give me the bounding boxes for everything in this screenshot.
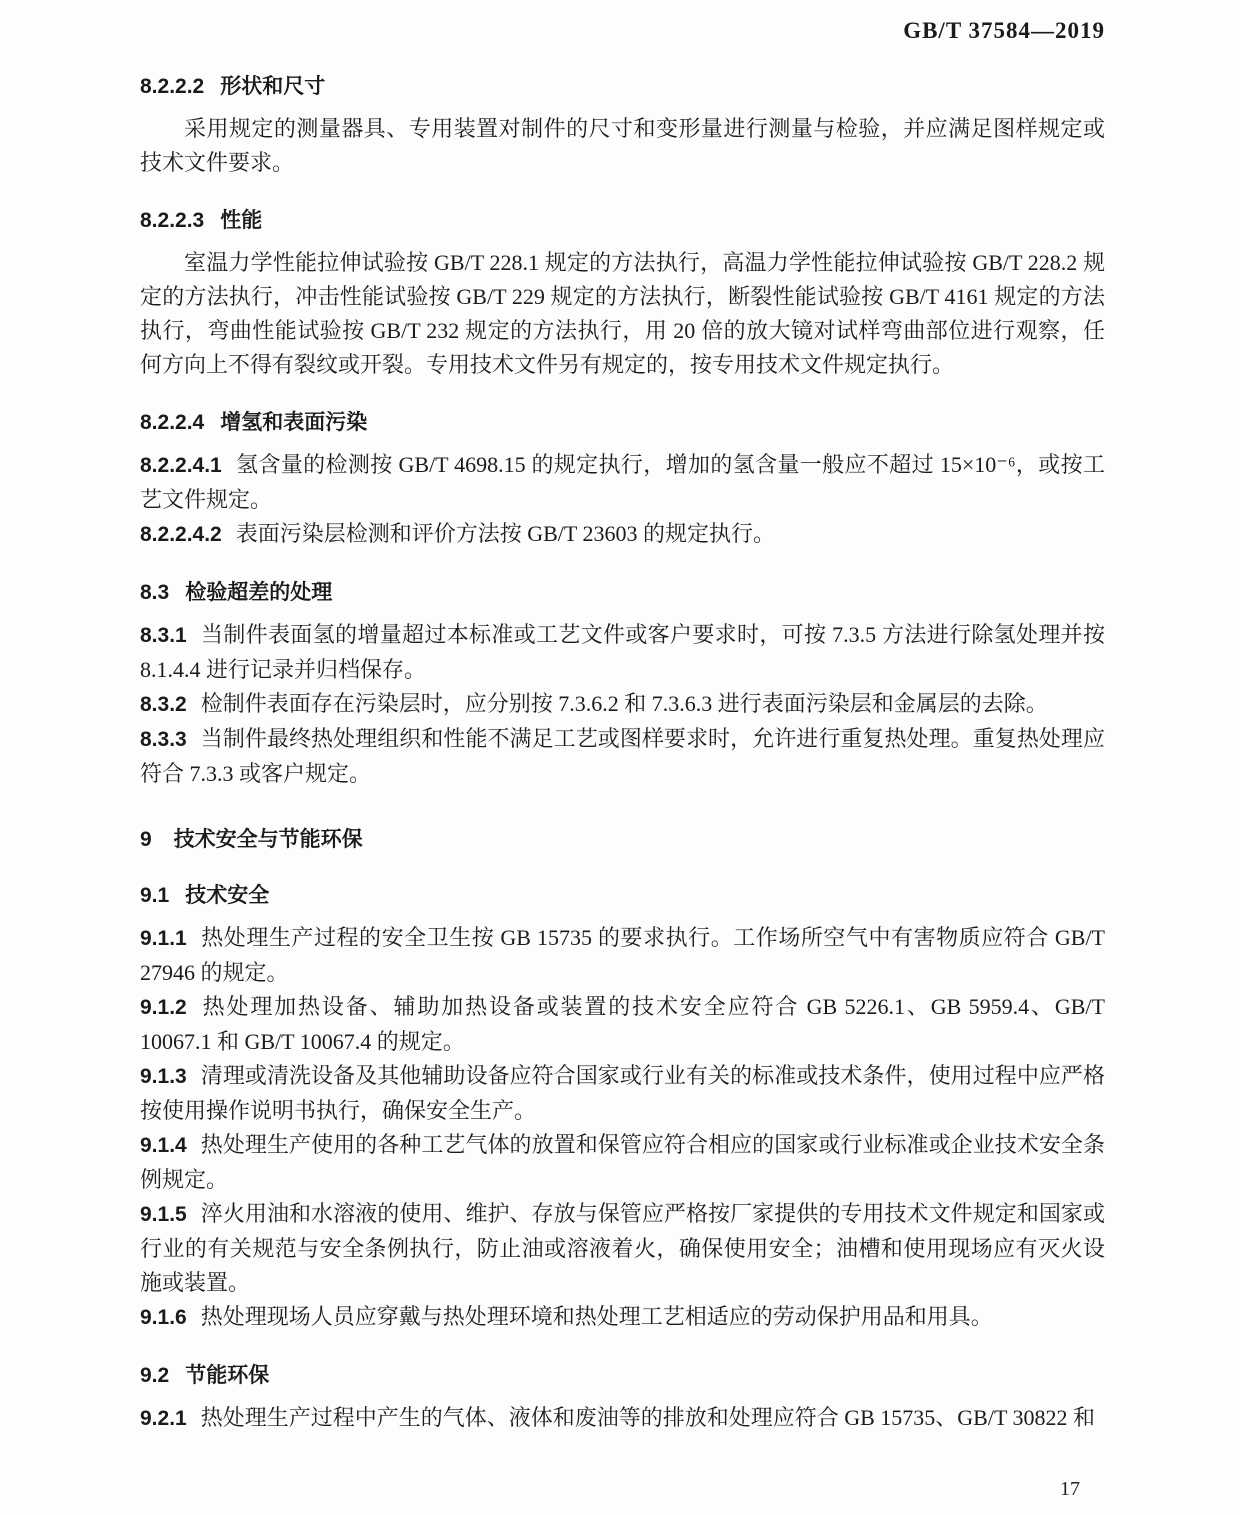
clause-number: 9.1.5 (140, 1203, 187, 1226)
clause-text: 热处理加热设备、辅助加热设备或装置的技术安全应符合 GB 5226.1、GB 5959.4、GB/T 10067.1 和 GB/T 10067.4 的规定。 (140, 994, 1105, 1054)
section-number: 9.1 (140, 884, 170, 907)
clause-number: 9.1.4 (140, 1134, 187, 1157)
section-title: 形状和尺寸 (220, 75, 326, 98)
clause-paragraph-912 (140, 990, 1105, 1059)
clause-paragraph-82242 (140, 517, 1105, 552)
section-title: 增氢和表面污染 (220, 411, 368, 434)
clause-number: 8.2.2.4.1 (140, 454, 222, 477)
clause-text: 热处理现场人员应穿戴与热处理环境和热处理工艺相适应的劳动保护用品和用具。 (200, 1304, 993, 1329)
clause-text: 清理或清洗设备及其他辅助设备应符合国家或行业有关的标准或技术条件，使用过程中应严格按使用操作说明书执行，确保安全生产。 (140, 1063, 1105, 1123)
clause-paragraph-82241 (140, 448, 1105, 517)
section-number: 8.2.2.2 (140, 75, 205, 98)
paragraph: 室温力学性能拉伸试验按 GB/T 228.1 规定的方法执行，高温力学性能拉伸试验按 GB/T 228.2 规定的方法执行，冲击性能试验按 GB/T 229 规定的方法执行，断裂性能试验按 GB/T 4161 规定的方法执行，弯曲性能试验按 GB/T 232 规定的方法执行，用 20 倍的放大镜对试样弯曲部位进行观察，任何方向上不得有裂纹或开裂。专用技术文件另有规定的，按专用技术文件规定执行。 (140, 250, 1105, 377)
clause-text: 热处理生产使用的各种工艺气体的放置和保管应符合相应的国家或行业标准或企业技术安全条例规定。 (140, 1132, 1105, 1192)
paragraph: 采用规定的测量器具、专用装置对制件的尺寸和变形量进行测量与检验，并应满足图样规定或技术文件要求。 (140, 116, 1105, 175)
clause-text: 热处理生产过程的安全卫生按 GB 15735 的要求执行。工作场所空气中有害物质应符合 GB/T 27946 的规定。 (140, 925, 1105, 985)
section-title: 节能环保 (185, 1364, 270, 1387)
clause-number: 9.2.1 (140, 1407, 187, 1430)
section-heading-8224 (140, 408, 1105, 438)
clause-paragraph-831 (140, 618, 1105, 687)
section-number: 9.2 (140, 1364, 170, 1387)
section-heading-8223 (140, 206, 1105, 236)
section-number: 8.2.2.4 (140, 411, 205, 434)
clause-paragraph-833 (140, 722, 1105, 791)
clause-text: 当制件表面氢的增量超过本标准或工艺文件或客户要求时，可按 7.3.5 方法进行除氢处理并按 8.1.4.4 进行记录并归档保存。 (140, 622, 1105, 682)
section-heading-8222 (140, 72, 1105, 102)
chapter-number: 9 (140, 828, 152, 851)
clause-number: 9.1.1 (140, 927, 187, 950)
clause-number: 8.2.2.4.2 (140, 523, 222, 546)
clause-number: 9.1.2 (140, 996, 187, 1019)
section-title: 技术安全 (185, 884, 270, 907)
section-number: 8.2.2.3 (140, 209, 205, 232)
section-heading-91 (140, 881, 1105, 911)
clause-number: 9.1.3 (140, 1065, 187, 1088)
clause-text: 检制件表面存在污染层时，应分别按 7.3.6.2 和 7.3.6.3 进行表面污染层和金属层的去除。 (200, 691, 1048, 716)
clause-text: 当制件最终热处理组织和性能不满足工艺或图样要求时，允许进行重复热处理。重复热处理应符合 7.3.3 或客户规定。 (140, 726, 1105, 786)
section-number: 8.3 (140, 581, 170, 604)
clause-paragraph-916 (140, 1300, 1105, 1335)
clause-paragraph-832 (140, 687, 1105, 722)
chapter-title: 技术安全与节能环保 (173, 828, 363, 851)
clause-paragraph-911 (140, 921, 1105, 990)
clause-text: 氢含量的检测按 GB/T 4698.15 的规定执行，增加的氢含量一般应不超过 15×10⁻⁶，或按工艺文件规定。 (140, 452, 1105, 512)
clause-number: 8.3.1 (140, 624, 187, 647)
clause-paragraph-921 (140, 1401, 1105, 1436)
standard-code-header: GB/T 37584—2019 (903, 18, 1105, 43)
section-heading-92 (140, 1361, 1105, 1391)
section-title: 性能 (220, 209, 263, 232)
clause-text: 热处理生产过程中产生的气体、液体和废油等的排放和处理应符合 GB 15735、GB/T 30822 和 (200, 1405, 1095, 1430)
section-heading-83 (140, 578, 1105, 608)
section-title: 检验超差的处理 (185, 581, 333, 604)
page-number: 17 (1060, 1478, 1080, 1500)
clause-number: 9.1.6 (140, 1306, 187, 1329)
clause-paragraph-913 (140, 1059, 1105, 1128)
chapter-heading-9 (140, 825, 1105, 855)
clause-text: 淬火用油和水溶液的使用、维护、存放与保管应严格按厂家提供的专用技术文件规定和国家或行业的有关规范与安全条例执行，防止油或溶液着火，确保使用安全；油槽和使用现场应有灭火设施或装置。 (140, 1201, 1105, 1295)
clause-paragraph-914 (140, 1128, 1105, 1197)
clause-number: 8.3.3 (140, 728, 187, 751)
clause-text: 表面污染层检测和评价方法按 GB/T 23603 的规定执行。 (235, 521, 775, 546)
clause-paragraph-915 (140, 1197, 1105, 1300)
clause-number: 8.3.2 (140, 693, 187, 716)
